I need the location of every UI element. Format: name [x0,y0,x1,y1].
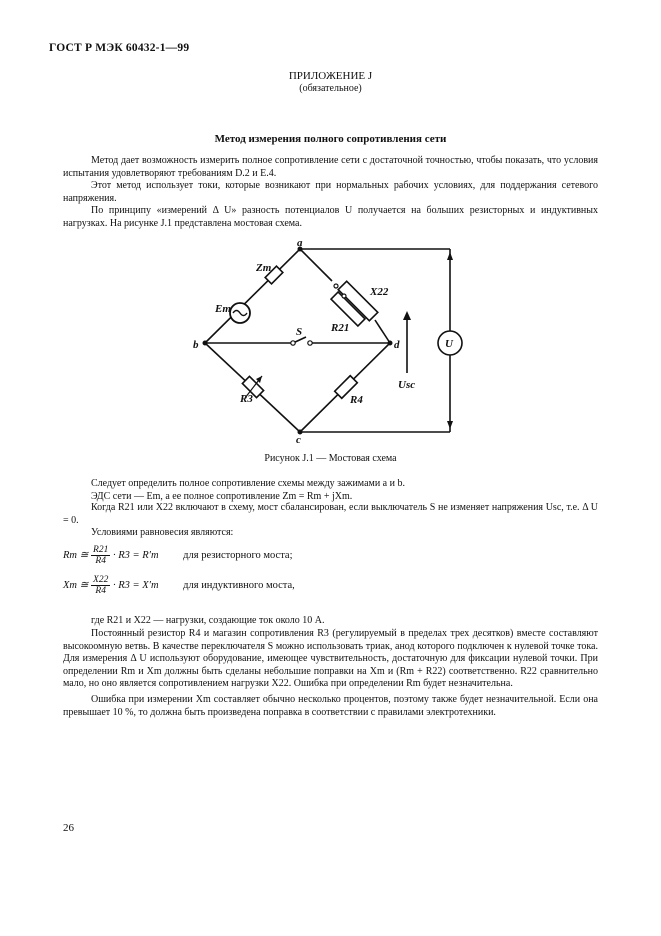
paragraph-intro: Метод дает возможность измерить полное сопротивление сети с достаточной точностью, чтобы показать, что условия испытания удовлетворяют требованиям D.2 и E.4. [63,155,598,179]
node-b-dot [203,341,207,345]
tail-paragraph-error: Ошибка при измерении Xm составляет обычно несколько процентов, поэтому также будет незначительной. Если она превышает 10 %, то должна быть произведена поправка в соответствии с правилами электротехники. [63,694,598,718]
label-zm: Zm [256,262,272,274]
paragraph-principle: По принципу «измерений Δ U» разность потенциалов U получается на больших резисторных и индуктивных нагрузках. На рисунке J.1 представлена мостовая схема. [63,205,598,229]
page-number: 26 [63,822,74,834]
switch-contact-right [308,341,312,345]
formula-1-right: · R3 = R′m [112,549,159,561]
formula-resistive [63,545,293,566]
node-d-dot [388,341,392,345]
body-paragraph-balance: Когда R21 или X22 включают в схему, мост сбалансирован, если выключатель S не изменяет напряжения Usc, т.е. Δ U = 0. [63,502,598,526]
formula-1-fraction [91,545,110,566]
label-node-c: c [296,434,301,446]
formula-2-fraction [91,575,110,596]
formula-1-note: для резисторного моста; [183,549,293,561]
formula-inductive [63,575,295,596]
label-r3: R3 [240,393,253,405]
label-node-b: b [193,339,199,351]
label-node-d: d [394,339,400,351]
figure-caption: Рисунок J.1 — Мостовая схема [264,453,397,464]
formula-2-left: Xm ≅ [63,579,89,591]
label-u: U [445,338,453,350]
bridge-circuit-diagram [190,238,480,450]
appendix-status: (обязательное) [299,83,362,94]
switch-contact-left [291,341,295,345]
label-r21: R21 [331,322,350,334]
formula-2-right: · R3 = X′m [112,579,159,591]
usc-arrow-icon [403,311,411,320]
formula-1-left: Rm ≅ [63,549,89,561]
appendix-label: ПРИЛОЖЕНИЕ J [288,70,373,82]
formula-1-denominator: R4 [95,556,106,566]
formula-1-numerator: R21 [93,545,109,555]
label-r4: R4 [350,394,363,406]
tail-paragraph-loads: где R21 и X22 — нагрузки, создающие ток около 10 А. [91,615,325,626]
tail-paragraph-circuit: Постоянный резистор R4 и магазин сопротивления R3 (регулируемый в пределах трех десятков) вместе составляют высокоомную ветвь. В качестве переключателя S можно использовать триак, анод которого подключен к нулевой точке тока. Для измерения Δ U используют оборудование, имеющее чувствительность, достаточную для фиксации нулевой точки. При определении Rm и Xm должны быть сделаны небольшие поправки на Xm и (Rm + R22) соответственно. R22 сравнительно мало, но оно является сопротивлением нагрузки X22. Ошибка при определении Rm будет незначительна. [63,628,598,690]
formula-2-note: для индуктивного моста, [183,579,295,591]
label-s: S [296,326,303,338]
label-x22: X22 [370,286,389,298]
document-header: ГОСТ Р МЭК 60432-1—99 [49,42,190,54]
formula-2-numerator: X22 [93,575,109,585]
label-usc: Usc [398,379,416,391]
label-em: Em [215,303,231,315]
body-paragraph-terminals: Следует определить полное сопротивление схемы между зажимами a и b. [91,478,405,489]
label-node-a: a [297,238,303,249]
body-paragraph-conditions: Условиями равновесия являются: [91,527,234,538]
body-paragraph-emf: ЭДС сети — Em, а ее полное сопротивление Zm = Rm + jXm. [91,491,353,502]
formula-2-denominator: R4 [95,586,106,596]
section-title: Метод измерения полного сопротивления сети [214,133,447,145]
paragraph-method: Этот метод использует токи, которые возникают при нормальных рабочих условиях, для поддержания сетевого напряжения. [63,180,598,204]
